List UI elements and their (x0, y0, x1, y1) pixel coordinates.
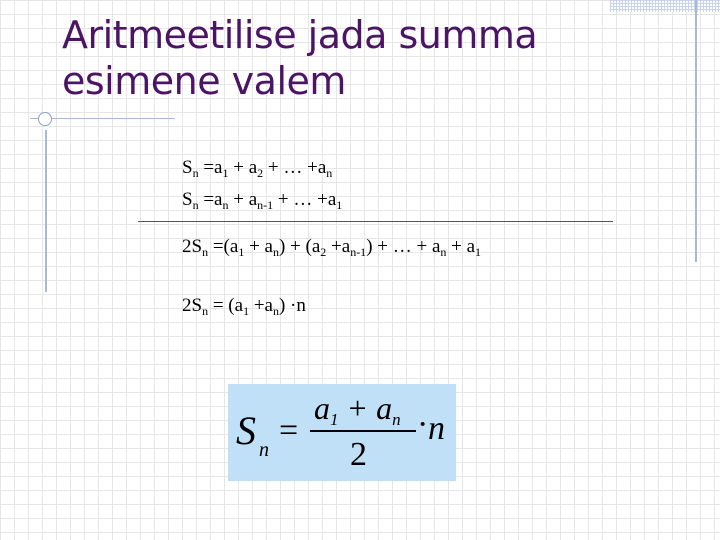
title-line-2: esimene valem (62, 59, 346, 103)
corner-circle-decoration (38, 112, 52, 126)
slide-title (62, 12, 537, 104)
equation-line-1: $S_n =a_1 + a_2$ + … $+a_n$ (182, 157, 333, 180)
fraction-bar (310, 430, 416, 432)
sum-formula-box (228, 384, 456, 481)
left-vertical-rule (45, 130, 47, 292)
formula-numerator: $a_1 + a_n$ (314, 390, 401, 429)
formula-lhs: S (236, 408, 256, 453)
top-decoration (610, 0, 720, 12)
equation-line-4: $2S_n = (a_1 +a_n) \cdot n$ (182, 295, 306, 318)
formula-lhs-subscript: n (259, 439, 269, 461)
equation-line-3: $2S_n =(a_1 + a_n) + (a_2 +a_{n-1})$ + … + $a_n + a_1$ (182, 236, 482, 259)
equation-line-2: $S_n =a_n + a_{n-1}$ + … $+a_1$ (182, 189, 343, 212)
right-vertical-rule (695, 0, 697, 262)
formula-factor: n (428, 410, 445, 447)
sum-divider-line (138, 221, 613, 222)
formula-denominator: 2 (350, 436, 367, 473)
formula-multiply-dot: · (417, 406, 429, 443)
formula-equals: = (279, 412, 299, 449)
title-line-1: Aritmeetilise jada summa (62, 13, 538, 57)
